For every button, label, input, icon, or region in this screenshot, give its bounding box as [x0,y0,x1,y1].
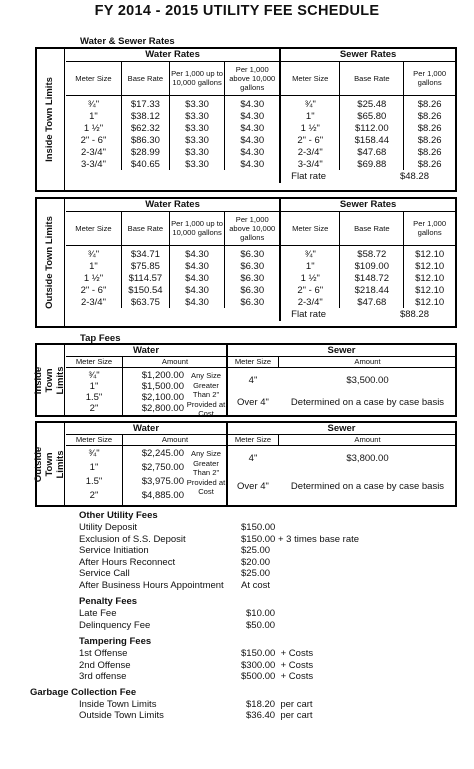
sewer-cell: $8.26 [404,122,455,134]
sewer-cell: $12.10 [404,284,455,296]
amount-heading: Amount [122,357,227,368]
water-cell: ¾" [87,98,100,110]
water-cell: $4.30 [169,248,224,260]
side-label-text: Inside Town Limits [44,77,55,162]
sewer-cell: $8.26 [404,98,455,110]
tap-meter-size: 1.5" [85,476,103,487]
flat-rate-label: Flat rate [280,170,340,183]
sewer-col-heading: Base Rate [340,211,404,245]
sewer-header: Sewer [228,345,455,357]
table-row [66,122,455,134]
flat-rate-label: Flat rate [280,308,340,321]
water-cell: ¾" [87,248,100,260]
water-col-heading: Base Rate [121,211,169,245]
sewer-cell: $12.10 [404,296,455,308]
sewer-tap-amount: $3,500.00 [346,375,389,386]
water-header: Water [66,345,226,357]
fee-label: Late Fee [79,608,117,619]
sewer-cell: $109.00 [340,260,404,272]
water-col-heading: Per 1,000 up to 10,000 gallons [169,61,224,95]
fee-label: Exclusion of S.S. Deposit [79,533,186,545]
table-row [66,260,455,272]
water-col-heading: Per 1,000 above 10,000 gallons [225,61,280,95]
fee-section-heading: Garbage Collection Fee [30,686,137,698]
water-cell: $4.30 [225,122,280,134]
tap-meter-size: 1.5" [85,392,103,403]
water-cell: $28.99 [121,146,169,158]
water-col-heading: Per 1,000 above 10,000 gallons [225,211,280,245]
tap-amount: $2,100.00 [141,392,184,403]
sewer-tap-size: Over 4" [237,397,269,408]
water-cell: $4.30 [225,110,280,122]
fee-amount: $10.00 [246,608,276,619]
water-cell: $86.30 [121,134,169,146]
sewer-col-heading: Meter Size [280,211,340,245]
fee-section-heading: Other Utility Fees [79,510,158,521]
table-row [66,296,455,308]
flat-rate-value: $48.28 [399,171,429,182]
sewer-rates-header: Sewer Rates [280,199,455,211]
meter-size-heading: Meter Size [66,357,122,368]
water-cell: $62.32 [121,122,169,134]
table-row [66,158,455,170]
fee-amount: $50.00 [246,619,276,631]
water-cell: $4.30 [169,296,224,308]
sewer-meter-size-heading: Meter Size [228,435,278,446]
water-cell: $3.30 [169,146,224,158]
water-cell: $4.30 [169,272,224,284]
water-cell: $4.30 [225,146,280,158]
table-row [66,284,455,296]
water-cell: $4.30 [225,158,280,170]
table-row [66,146,455,158]
fee-amount: $150.00 + Costs [241,648,314,659]
water-cell: $6.30 [225,260,280,272]
sewer-cell: $25.48 [340,98,404,110]
table-row [66,248,455,260]
tap-amount: $3,975.00 [141,476,184,487]
sewer-col-heading: Per 1,000 gallons [404,211,455,245]
sewer-cell: ¾" [280,248,340,260]
tap-amount: $2,750.00 [141,462,184,473]
sewer-meter-size-heading: Meter Size [228,357,278,368]
table-row [66,110,455,122]
water-rates-header: Water Rates [66,49,280,61]
water-header: Water [66,423,226,435]
sewer-tap-size: Over 4" [237,481,269,492]
water-cell: 1" [89,260,98,272]
tap-amount: $2,800.00 [141,403,184,414]
tap-meter-size: 1" [89,462,99,473]
fee-amount: At cost [241,579,271,591]
sewer-amount-heading: Amount [278,435,456,446]
water-col-heading: Meter Size [66,211,121,245]
sewer-cell: $112.00 [340,122,404,134]
side-label [35,421,65,507]
larger-size-note: Any Size Greater Than 2" Provided at Cost [186,371,226,419]
fee-label: Service Call [79,568,130,579]
sewer-cell: $8.26 [404,146,455,158]
sewer-cell: $58.72 [340,248,404,260]
water-cell: $3.30 [169,158,224,170]
water-col-heading: Per 1,000 up to 10,000 gallons [169,211,224,245]
water-cell: $6.30 [225,296,280,308]
water-blank-cell [66,308,280,321]
sewer-tap-amount: Determined on a case by case basis [290,481,445,492]
fee-section-heading: Tampering Fees [79,636,152,647]
column-divider [122,367,123,415]
water-cell: $4.30 [225,98,280,110]
side-label [35,47,65,192]
water-cell: 2-3/4" [80,146,106,158]
meter-size-heading: Meter Size [66,435,122,446]
water-cell: 2" - 6" [80,134,107,146]
fee-amount: $150.00 + 3 times base rate [241,533,360,545]
fee-amount: $36.40 per cart [246,710,313,721]
water-cell: $114.57 [121,272,169,284]
fee-label: Delinquency Fee [79,619,151,631]
sewer-col-heading: Base Rate [340,61,404,95]
fee-label: 1st Offense [79,648,128,659]
fee-amount: $20.00 [241,556,271,568]
water-cell: 2" - 6" [80,284,107,296]
sewer-cell: 1" [280,260,340,272]
water-cell: $6.30 [225,272,280,284]
sewer-cell: $12.10 [404,248,455,260]
tap-amount: $1,200.00 [141,370,184,381]
sewer-cell: $12.10 [404,272,455,284]
water-cell: $4.30 [225,134,280,146]
tap-amount: $4,885.00 [141,490,184,501]
sewer-cell: 2" - 6" [280,134,340,146]
sewer-cell: $8.26 [404,134,455,146]
table-row [66,134,455,146]
sewer-cell: $47.68 [340,296,404,308]
fee-amount: $300.00 + Costs [241,659,314,671]
water-cell: 1" [89,110,98,122]
sewer-tap-amount: Determined on a case by case basis [290,397,445,408]
sewer-cell: $148.72 [340,272,404,284]
sewer-cell: $218.44 [340,284,404,296]
sewer-cell: $12.10 [404,260,455,272]
water-cell: 1 ½" [83,122,104,134]
fee-amount: $25.00 [241,545,271,556]
sewer-cell: 2-3/4" [280,296,340,308]
tap-amount: $2,245.00 [141,448,184,459]
side-label-text: Outside Town Limits [44,216,55,309]
fee-label: After Business Hours Appointment [79,579,224,591]
fee-section-heading: Penalty Fees [79,596,138,607]
table-row [66,98,455,110]
fee-amount: $25.00 [241,568,271,579]
sewer-tap-size: 4" [248,453,258,464]
water-sewer-heading: Water & Sewer Rates [80,36,175,47]
fee-label: 3rd offense [79,671,127,682]
larger-size-note: Any Size Greater Than 2" Provided at Cost [186,449,226,497]
water-cell: $75.85 [121,260,169,272]
sewer-header: Sewer [228,423,455,435]
fee-amount: $500.00 + Costs [241,671,314,682]
water-cell: $3.30 [169,134,224,146]
water-cell: $3.30 [169,98,224,110]
sewer-col-heading: Per 1,000 gallons [404,61,455,95]
water-rates-header: Water Rates [66,199,280,211]
side-label-text: Outside Town Limits [33,446,66,482]
fee-label: 2nd Offense [79,659,131,671]
water-cell: $150.54 [121,284,169,296]
water-cell: 1 ½" [83,272,104,284]
sewer-cell: 1" [280,110,340,122]
fee-label: Outside Town Limits [79,710,164,721]
sewer-cell: $158.44 [340,134,404,146]
sewer-cell: 1 ½" [280,122,340,134]
tap-meter-size: ¾" [88,448,100,459]
water-cell: $3.30 [169,122,224,134]
sewer-cell: $47.68 [340,146,404,158]
flat-rate-value: $88.28 [399,309,429,320]
column-divider [122,445,123,505]
water-cell: $63.75 [121,296,169,308]
water-col-heading: Meter Size [66,61,121,95]
water-cell: $4.30 [169,284,224,296]
fee-label: Utility Deposit [79,522,138,533]
rate-grid [66,199,455,321]
sewer-cell: 2" - 6" [280,284,340,296]
sewer-amount-heading: Amount [278,357,456,368]
sewer-cell: 2-3/4" [280,146,340,158]
fee-amount: $150.00 [241,522,276,533]
fee-label: Inside Town Limits [79,698,157,710]
tap-meter-size: 1" [89,381,99,392]
water-cell: 3-3/4" [80,158,106,170]
sewer-tap-amount: $3,800.00 [346,453,389,464]
side-label [35,197,65,328]
sewer-cell: $8.26 [404,158,455,170]
tap-amount: $1,500.00 [141,381,184,392]
water-cell: $4.30 [169,260,224,272]
water-cell: $40.65 [121,158,169,170]
sewer-tap-size: 4" [248,375,258,386]
fee-amount: $18.20 per cart [246,698,313,710]
water-cell: 2-3/4" [80,296,106,308]
water-cell: $17.33 [121,98,169,110]
tap-meter-size: ¾" [88,370,100,381]
sewer-cell: 1 ½" [280,272,340,284]
sewer-cell: $8.26 [404,110,455,122]
sewer-rates-header: Sewer Rates [280,49,455,61]
tap-fees-heading: Tap Fees [80,333,121,344]
sewer-cell: ¾" [280,98,340,110]
sewer-col-heading: Meter Size [280,61,340,95]
water-col-heading: Base Rate [121,61,169,95]
sewer-cell: 3-3/4" [280,158,340,170]
water-cell: $34.71 [121,248,169,260]
sewer-cell: $69.88 [340,158,404,170]
water-blank-cell [66,170,280,183]
table-row [66,272,455,284]
rate-grid [66,49,455,183]
page-title: FY 2014 - 2015 UTILITY FEE SCHEDULE [94,3,380,19]
sewer-cell: $65.80 [340,110,404,122]
fee-label: After Hours Reconnect [79,556,176,568]
water-cell: $6.30 [225,284,280,296]
fee-label: Service Initiation [79,545,149,556]
side-label-text: Inside Town Limits [33,366,66,394]
amount-heading: Amount [122,435,227,446]
water-cell: $3.30 [169,110,224,122]
tap-meter-size: 2" [89,403,99,414]
tap-meter-size: 2" [89,490,99,501]
water-cell: $38.12 [121,110,169,122]
side-label [35,343,65,417]
water-cell: $6.30 [225,248,280,260]
